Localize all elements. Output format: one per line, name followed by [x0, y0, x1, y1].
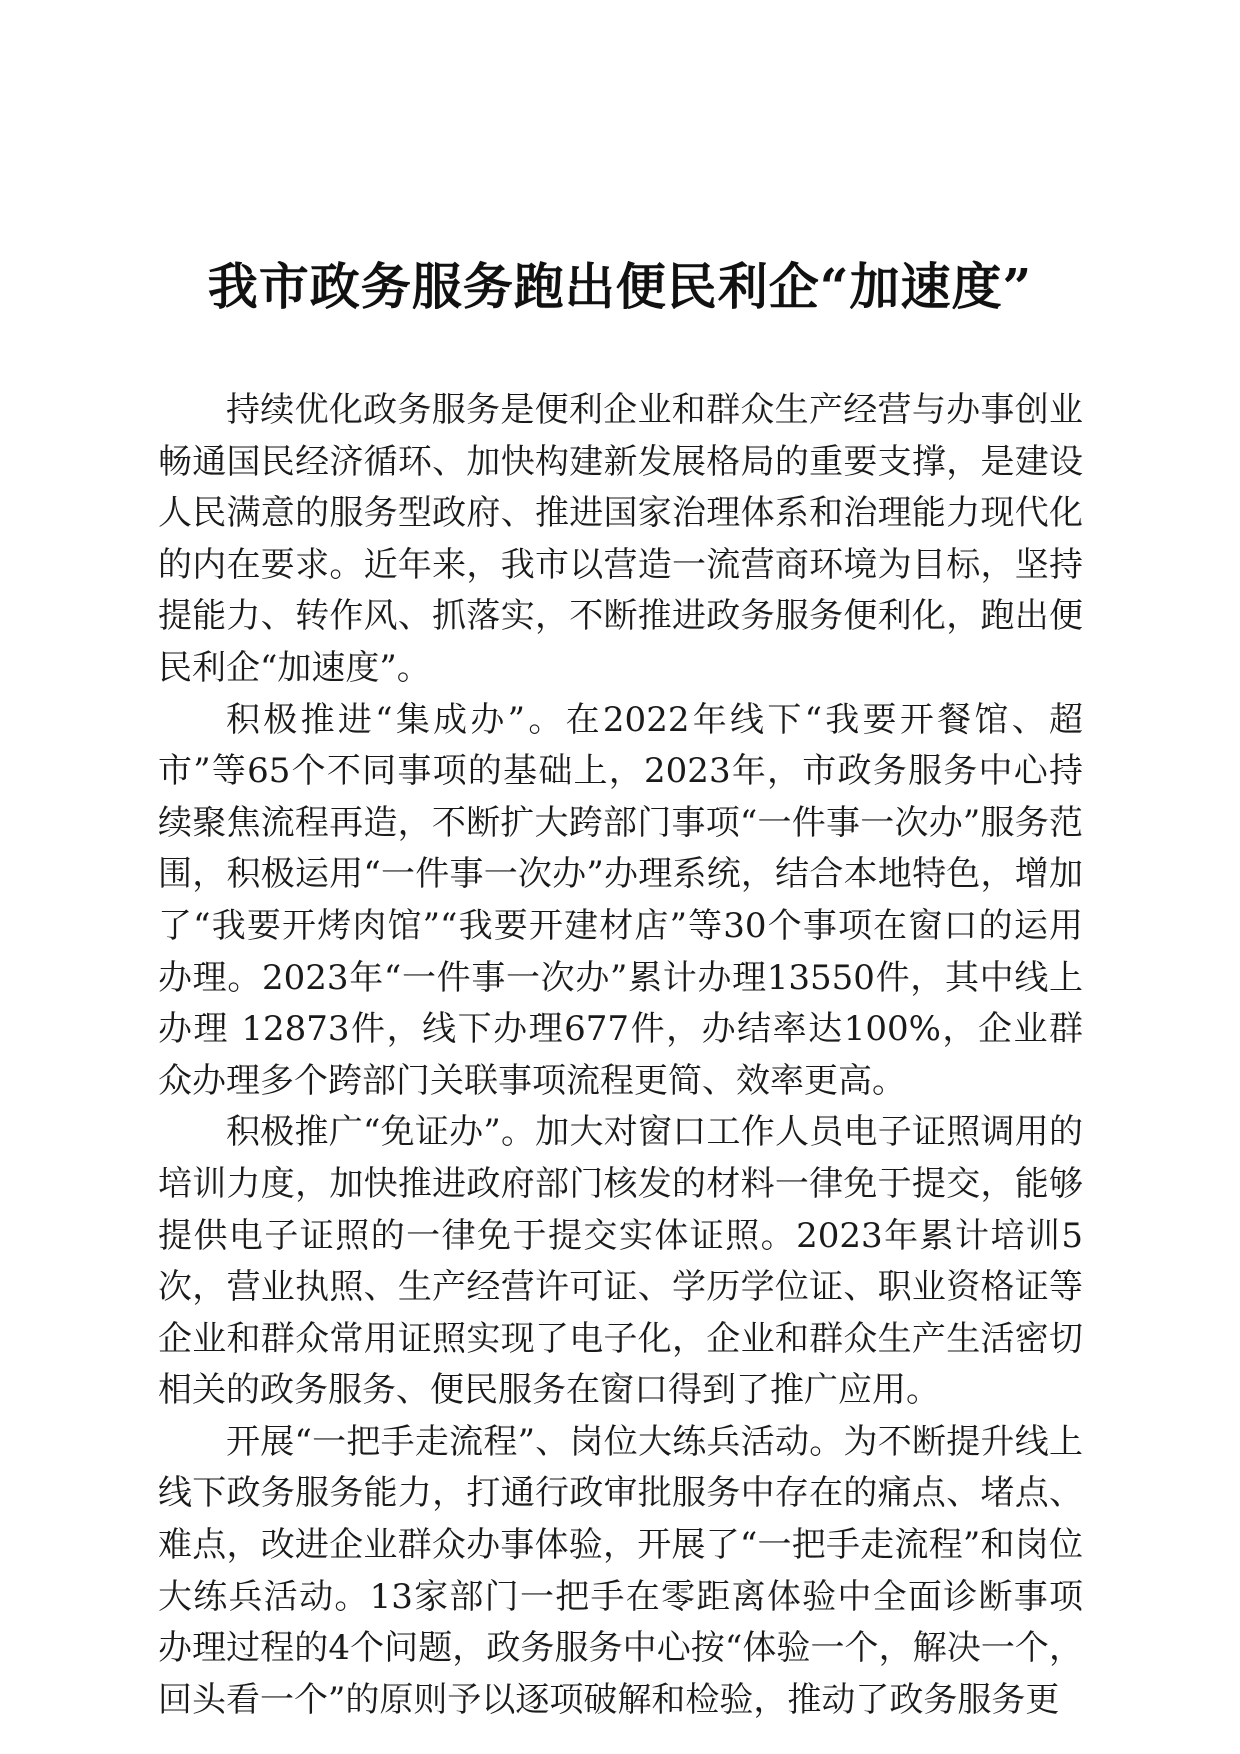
document-body — [158, 385, 1083, 1726]
document-title: 我市政务服务跑出便民利企“加速度” — [207, 257, 1033, 316]
paragraph-leader-walkthrough: 开展“一把手走流程”、岗位大练兵活动。为不断提升线上线下政务服务能力，打通行政审批服务中存在的痛点、堵点、难点，改进企业群众办事体验，开展了“一把手走流程”和岗位大练兵活动。13家部门一把手在零距离体验中全面诊断事项办理过程的4个问题，政务服务中心按“体验一个，解决一个，回头看一个”的原则予以逐项破解和检验，推动了政务服务更 — [158, 1421, 1083, 1720]
paragraph-integrated-service: 积极推进“集成办”。在2022年线下“我要开餐馆、超市”等65个不同事项的基础上，2023年，市政务服务中心持续聚焦流程再造，不断扩大跨部门事项“一件事一次办”服务范围，积极运用“一件事一次办”办理系统，结合本地特色，增加了“我要开烤肉馆”“我要开建材店”等30个事项在窗口的运用办理。2023年“一件事一次办”累计办理13550件，其中线上办理 12873件，线下办理677件，办结率达100%，企业群众办理多个跨部门关联事项流程更简、效率更高。 — [158, 699, 1083, 1101]
paragraph-certificate-free: 积极推广“免证办”。加大对窗口工作人员电子证照调用的培训力度，加快推进政府部门核发的材料一律免于提交，能够提供电子证照的一律免于提交实体证照。2023年累计培训5次，营业执照、生产经营许可证、学历学位证、职业资格证等企业和群众常用证照实现了电子化，企业和群众生产生活密切相关的政务服务、便民服务在窗口得到了推广应用。 — [158, 1112, 1083, 1411]
paragraph-intro: 持续优化政务服务是便利企业和群众生产经营与办事创业畅通国民经济循环、加快构建新发展格局的重要支撑，是建设人民满意的服务型政府、推进国家治理体系和治理能力现代化的内在要求。近年来，我市以营造一流营商环境为目标，坚持提能力、转作风、抓落实，不断推进政务服务便利化，跑出便民利企“加速度”。 — [158, 390, 1083, 688]
